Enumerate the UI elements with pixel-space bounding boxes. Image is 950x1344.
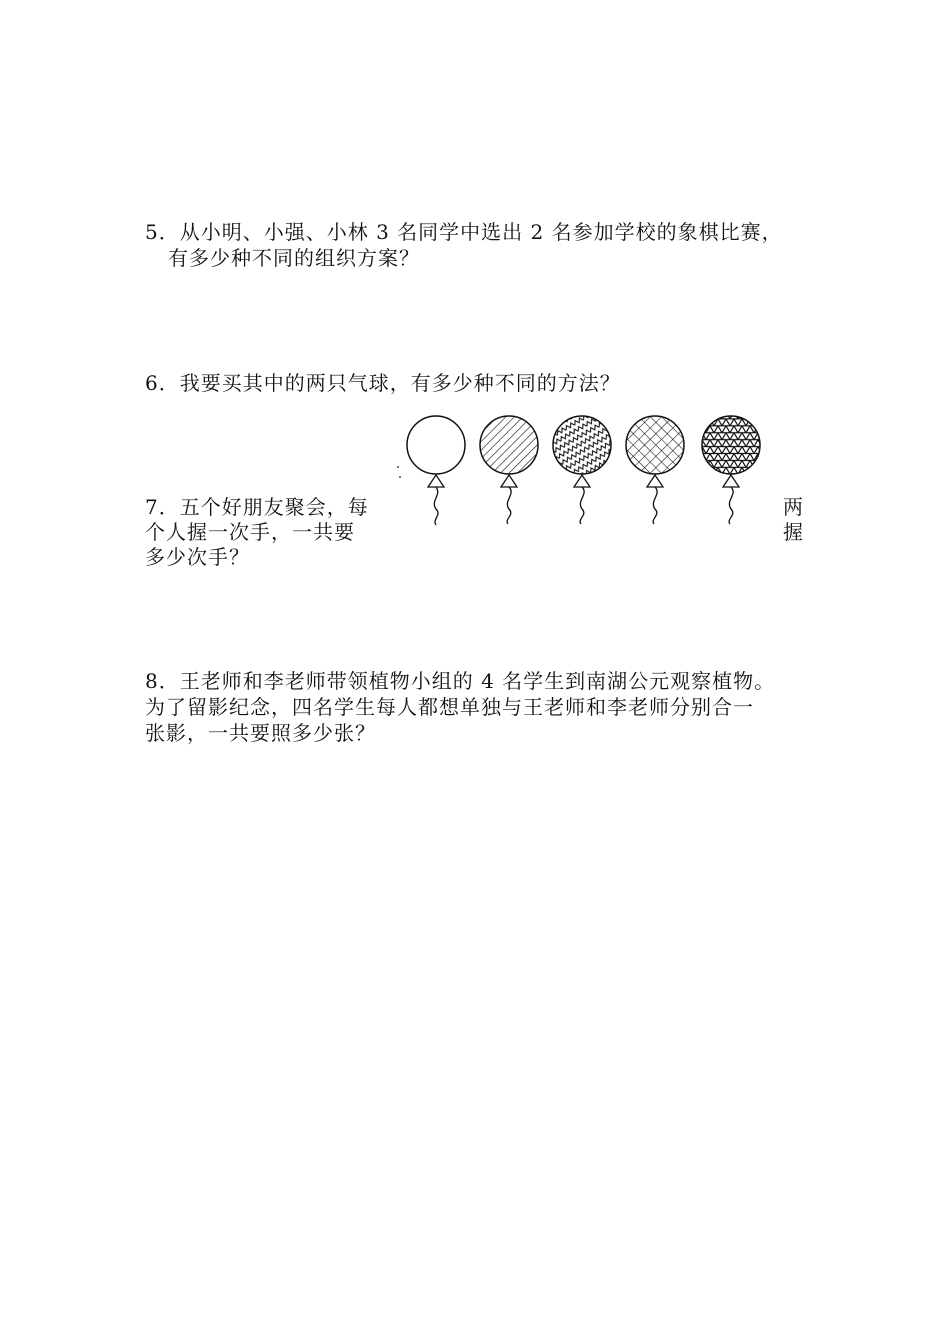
balloon-plain — [407, 416, 465, 525]
balloons-illustration — [390, 405, 780, 535]
question-8-text-line2: 为了留影纪念，四名学生每人都想单独与王老师和李老师分别合一 — [145, 695, 754, 719]
balloon-zigzag — [553, 416, 611, 524]
question-7-text-right1: 两 — [783, 495, 804, 519]
question-7-text-right2: 握 — [783, 520, 804, 544]
question-7-text-line1: 7．五个好朋友聚会，每 — [145, 495, 369, 519]
question-8-text-line1: 8．王老师和李老师带领植物小组的 4 名学生到南湖公元观察植物。 — [145, 669, 776, 693]
question-6-text: 6．我要买其中的两只气球，有多少种不同的方法？ — [145, 371, 621, 395]
question-7-text-line3: 多少次手？ — [145, 545, 250, 569]
stray-dot — [399, 476, 401, 478]
balloon-diagonal-stripes — [480, 416, 538, 524]
stray-dot — [397, 466, 399, 468]
question-7-text-line2: 个人握一次手，一共要 — [145, 520, 355, 544]
question-5-text-line1: 5．从小明、小强、小林 3 名同学中选出 2 名参加学校的象棋比赛， — [145, 220, 783, 244]
balloon-triangle-grid — [702, 416, 760, 524]
question-8-text-line3: 张影，一共要照多少张？ — [145, 721, 376, 745]
balloon-crosshatch — [626, 416, 684, 524]
question-5-text-line2: 有多少种不同的组织方案？ — [168, 246, 420, 270]
